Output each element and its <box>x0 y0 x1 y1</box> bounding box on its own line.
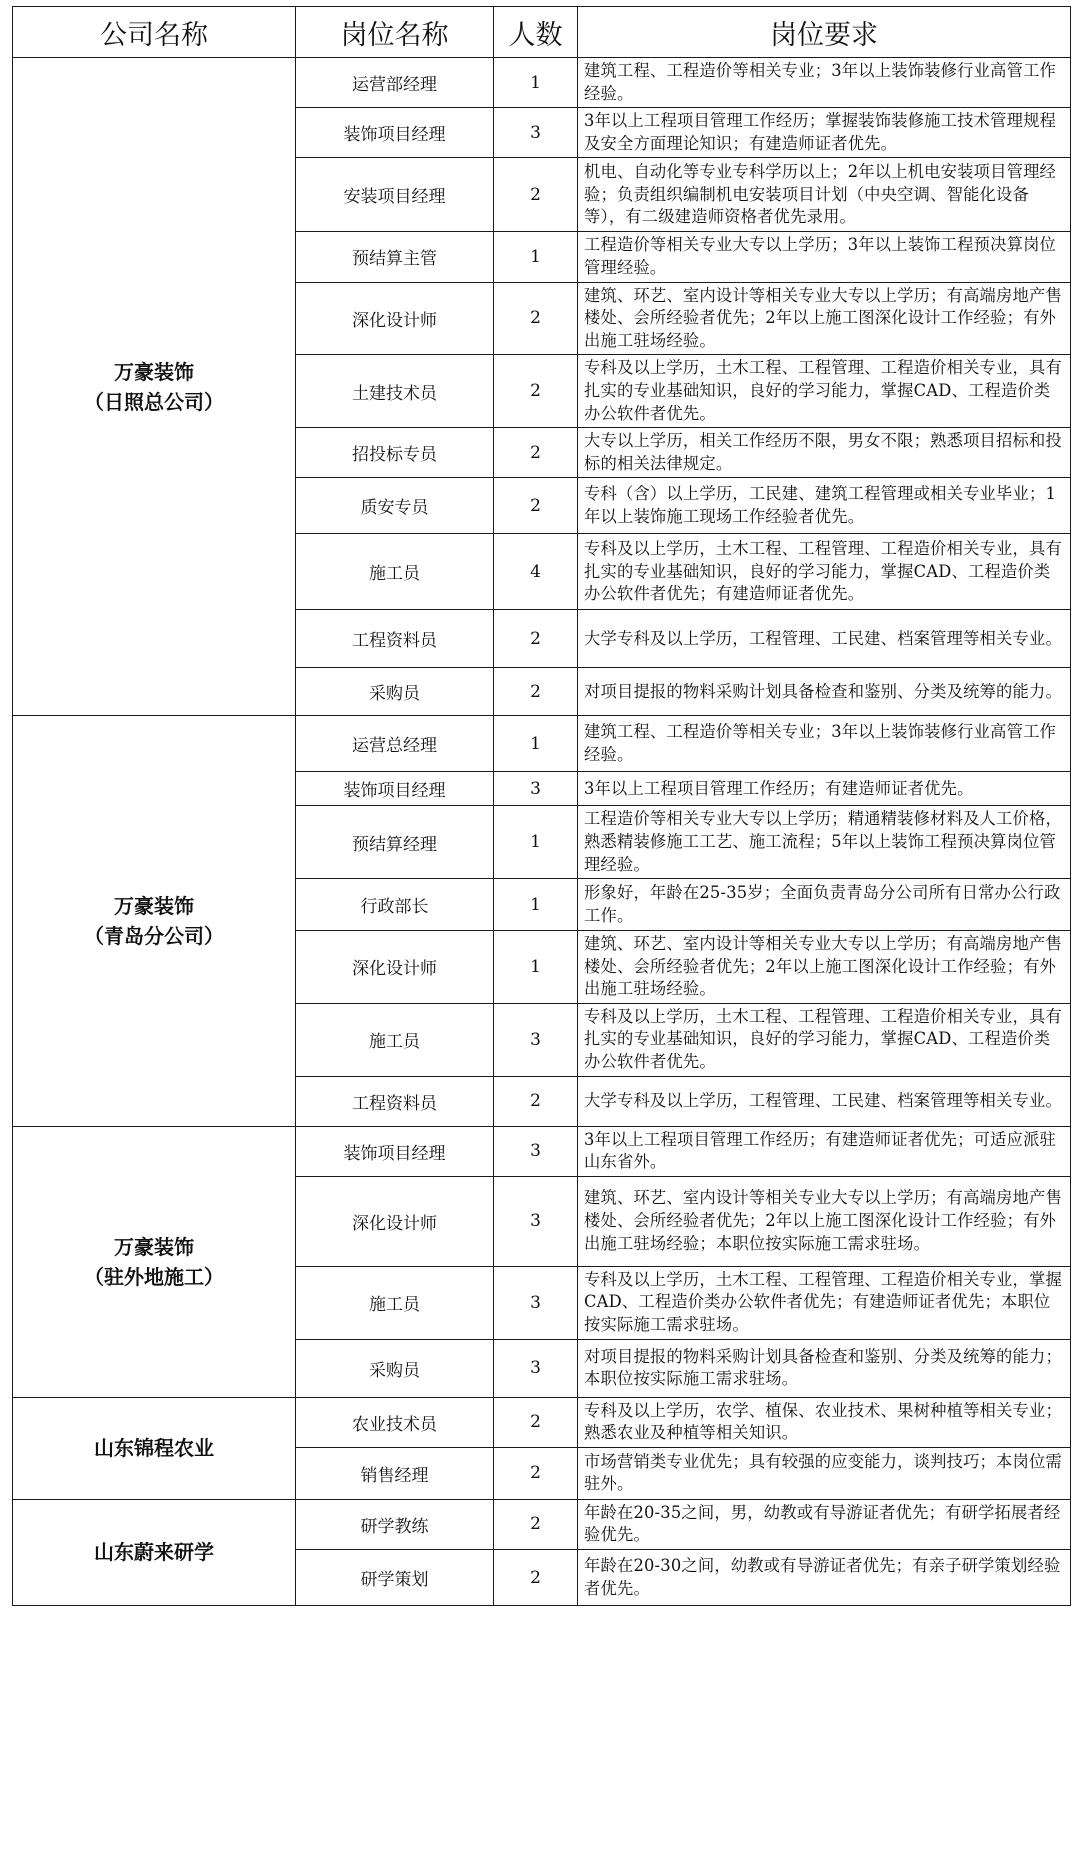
requirements-cell: 市场营销类专业优先；具有较强的应变能力，谈判技巧；本岗位需驻外。 <box>578 1447 1071 1499</box>
requirements-cell: 形象好，年龄在25-35岁；全面负责青岛分公司所有日常办公行政工作。 <box>578 879 1071 931</box>
company-name-line: 万豪装饰 <box>114 1234 194 1259</box>
position-cell: 研学策划 <box>296 1550 494 1606</box>
position-cell: 深化设计师 <box>296 1176 494 1266</box>
requirements-cell: 建筑工程、工程造价等相关专业；3年以上装饰装修行业高管工作经验。 <box>578 58 1071 108</box>
position-cell: 施工员 <box>296 534 494 610</box>
position-cell: 深化设计师 <box>296 931 494 1004</box>
position-cell: 土建技术员 <box>296 355 494 428</box>
requirements-cell: 专科（含）以上学历，工民建、建筑工程管理或相关专业毕业；1年以上装饰施工现场工作经验者优先。 <box>578 478 1071 534</box>
company-name-line: 万豪装饰 <box>114 893 194 918</box>
header-requirements: 岗位要求 <box>578 7 1071 58</box>
requirements-cell: 3年以上工程项目管理工作经历；掌握装饰装修施工技术管理规程及安全方面理论知识；有建造师证者优先。 <box>578 108 1071 158</box>
headcount-cell: 3 <box>494 772 578 806</box>
headcount-cell: 3 <box>494 1266 578 1339</box>
company-name-line: （驻外地施工） <box>84 1264 224 1289</box>
requirements-cell: 专科及以上学历，土木工程、工程管理、工程造价相关专业，具有扎实的专业基础知识，良好的学习能力，掌握CAD、工程造价类办公软件者优先。 <box>578 355 1071 428</box>
header-count: 人数 <box>494 7 578 58</box>
requirements-cell: 大专以上学历，相关工作经历不限，男女不限；熟悉项目招标和投标的相关法律规定。 <box>578 428 1071 478</box>
headcount-cell: 1 <box>494 232 578 282</box>
company-cell <box>13 1397 296 1499</box>
position-cell: 深化设计师 <box>296 282 494 355</box>
recruitment-table-wrapper <box>12 6 1070 1606</box>
headcount-cell: 2 <box>494 355 578 428</box>
position-cell: 销售经理 <box>296 1447 494 1499</box>
table-row <box>13 1126 1071 1176</box>
table-row <box>13 1397 1071 1447</box>
requirements-cell: 年龄在20-30之间，幼教或有导游证者优先；有亲子研学策划经验者优先。 <box>578 1550 1071 1606</box>
company-name-line: （日照总公司） <box>84 389 224 414</box>
requirements-cell: 建筑工程、工程造价等相关专业；3年以上装饰装修行业高管工作经验。 <box>578 716 1071 772</box>
position-cell: 质安专员 <box>296 478 494 534</box>
position-cell: 安装项目经理 <box>296 158 494 232</box>
requirements-cell: 专科及以上学历，土木工程、工程管理、工程造价相关专业，掌握CAD、工程造价类办公软件者优先；有建造师证者优先；本职位按实际施工需求驻场。 <box>578 1266 1071 1339</box>
requirements-cell: 对项目提报的物料采购计划具备检查和鉴别、分类及统筹的能力；本职位按实际施工需求驻场。 <box>578 1339 1071 1397</box>
requirements-cell: 对项目提报的物料采购计划具备检查和鉴别、分类及统筹的能力。 <box>578 668 1071 716</box>
requirements-cell: 3年以上工程项目管理工作经历；有建造师证者优先；可适应派驻山东省外。 <box>578 1126 1071 1176</box>
requirements-cell: 年龄在20-35之间，男，幼教或有导游证者优先；有研学拓展者经验优先。 <box>578 1499 1071 1549</box>
headcount-cell: 3 <box>494 108 578 158</box>
position-cell: 采购员 <box>296 668 494 716</box>
requirements-cell: 工程造价等相关专业大专以上学历；3年以上装饰工程预决算岗位管理经验。 <box>578 232 1071 282</box>
requirements-cell: 专科及以上学历，农学、植保、农业技术、果树种植等相关专业；熟悉农业及种植等相关知识。 <box>578 1397 1071 1447</box>
headcount-cell: 1 <box>494 806 578 879</box>
position-cell: 行政部长 <box>296 879 494 931</box>
requirements-cell: 建筑、环艺、室内设计等相关专业大专以上学历；有高端房地产售楼处、会所经验者优先；2年以上施工图深化设计工作经验；有外出施工驻场经验；本职位按实际施工需求驻场。 <box>578 1176 1071 1266</box>
headcount-cell: 2 <box>494 282 578 355</box>
company-name-line: （青岛分公司） <box>84 923 224 948</box>
requirements-cell: 大学专科及以上学历，工程管理、工民建、档案管理等相关专业。 <box>578 1076 1071 1126</box>
position-cell: 施工员 <box>296 1266 494 1339</box>
position-cell: 招投标专员 <box>296 428 494 478</box>
company-name-line: 山东蔚来研学 <box>94 1540 214 1565</box>
headcount-cell: 2 <box>494 668 578 716</box>
requirements-cell: 建筑、环艺、室内设计等相关专业大专以上学历；有高端房地产售楼处、会所经验者优先；2年以上施工图深化设计工作经验；有外出施工驻场经验。 <box>578 931 1071 1004</box>
headcount-cell: 2 <box>494 1499 578 1549</box>
headcount-cell: 2 <box>494 428 578 478</box>
requirements-cell: 建筑、环艺、室内设计等相关专业大专以上学历；有高端房地产售楼处、会所经验者优先；2年以上施工图深化设计工作经验；有外出施工驻场经验。 <box>578 282 1071 355</box>
requirements-cell: 机电、自动化等专业专科学历以上；2年以上机电安装项目管理经验；负责组织编制机电安装项目计划（中央空调、智能化设备等），有二级建造师资格者优先录用。 <box>578 158 1071 232</box>
requirements-cell: 工程造价等相关专业大专以上学历；精通精装修材料及人工价格，熟悉精装修施工工艺、施工流程；5年以上装饰工程预决算岗位管理经验。 <box>578 806 1071 879</box>
requirements-cell: 3年以上工程项目管理工作经历；有建造师证者优先。 <box>578 772 1071 806</box>
headcount-cell: 3 <box>494 1003 578 1076</box>
requirements-cell: 专科及以上学历，土木工程、工程管理、工程造价相关专业，具有扎实的专业基础知识，良好的学习能力，掌握CAD、工程造价类办公软件者优先。 <box>578 1003 1071 1076</box>
position-cell: 工程资料员 <box>296 610 494 668</box>
position-cell: 采购员 <box>296 1339 494 1397</box>
company-name-line: 万豪装饰 <box>114 359 194 384</box>
company-cell <box>13 1499 296 1605</box>
position-cell: 运营部经理 <box>296 58 494 108</box>
headcount-cell: 2 <box>494 1397 578 1447</box>
header-position: 岗位名称 <box>296 7 494 58</box>
position-cell: 农业技术员 <box>296 1397 494 1447</box>
headcount-cell: 2 <box>494 1447 578 1499</box>
headcount-cell: 2 <box>494 610 578 668</box>
position-cell: 装饰项目经理 <box>296 772 494 806</box>
company-cell <box>13 1126 296 1397</box>
header-row <box>13 7 1071 58</box>
header-company: 公司名称 <box>13 7 296 58</box>
headcount-cell: 3 <box>494 1339 578 1397</box>
table-body <box>13 58 1071 1606</box>
company-cell <box>13 716 296 1126</box>
position-cell: 预结算主管 <box>296 232 494 282</box>
headcount-cell: 1 <box>494 58 578 108</box>
company-cell <box>13 58 296 716</box>
company-name-line: 山东锦程农业 <box>94 1436 214 1461</box>
headcount-cell: 1 <box>494 931 578 1004</box>
recruitment-table <box>12 6 1071 1606</box>
position-cell: 装饰项目经理 <box>296 1126 494 1176</box>
headcount-cell: 3 <box>494 1126 578 1176</box>
headcount-cell: 2 <box>494 478 578 534</box>
requirements-cell: 专科及以上学历，土木工程、工程管理、工程造价相关专业，具有扎实的专业基础知识，良好的学习能力，掌握CAD、工程造价类办公软件者优先；有建造师证者优先。 <box>578 534 1071 610</box>
position-cell: 工程资料员 <box>296 1076 494 1126</box>
headcount-cell: 2 <box>494 1076 578 1126</box>
headcount-cell: 4 <box>494 534 578 610</box>
headcount-cell: 1 <box>494 879 578 931</box>
position-cell: 研学教练 <box>296 1499 494 1549</box>
position-cell: 施工员 <box>296 1003 494 1076</box>
position-cell: 装饰项目经理 <box>296 108 494 158</box>
requirements-cell: 大学专科及以上学历，工程管理、工民建、档案管理等相关专业。 <box>578 610 1071 668</box>
headcount-cell: 2 <box>494 1550 578 1606</box>
table-row <box>13 716 1071 772</box>
table-row <box>13 58 1071 108</box>
position-cell: 预结算经理 <box>296 806 494 879</box>
headcount-cell: 3 <box>494 1176 578 1266</box>
table-row <box>13 1499 1071 1549</box>
position-cell: 运营总经理 <box>296 716 494 772</box>
headcount-cell: 1 <box>494 716 578 772</box>
headcount-cell: 2 <box>494 158 578 232</box>
